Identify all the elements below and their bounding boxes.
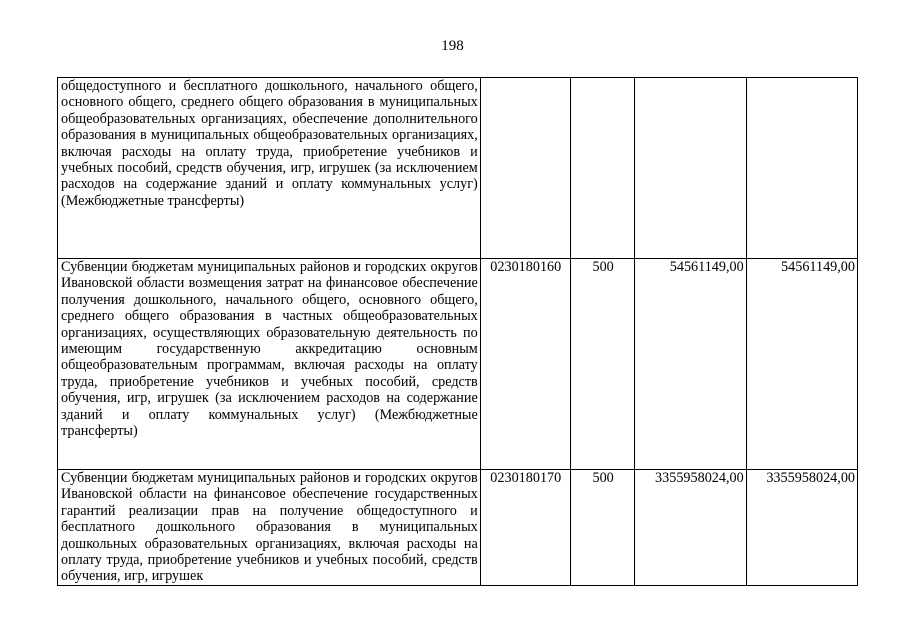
amount-year-1: 54561149,00 [635,259,746,470]
expense-type-code: 500 [570,470,635,586]
target-article-code: 0230180170 [480,470,570,586]
page-number: 198 [441,38,464,54]
table-row [58,470,858,586]
amount-year-1 [635,78,746,259]
target-article-code: 0230180160 [480,259,570,470]
amount-year-2 [746,78,857,259]
target-article-code [480,78,570,259]
row-description: Субвенции бюджетам муниципальных районов и городских округов Ивановской области на финансовое обеспечение государственных гарантий реализации прав на получение общедоступного и бесплатного дошкольного образования в муниципальных дошкольных образовательных организациях, включая расходы на оплату труда, приобретение учебников и учебных пособий, средств обучения, игр, игрушек [58,470,481,586]
amount-year-1: 3355958024,00 [635,470,746,586]
row-description: Субвенции бюджетам муниципальных районов и городских округов Ивановской области возмещения затрат на финансовое обеспечение получения дошкольного, начального общего, основного общего, среднего общего образования в частных общеобразовательных организациях, осуществляющих образовательную деятельность по имеющим государственную аккредитацию основным общеобразовательным программам, включая расходы на оплату труда, приобретение учебников и учебных пособий, средств обучения, игр, игрушек (за исключением расходов на содержание зданий и оплату коммунальных услуг) (Межбюджетные трансферты) [58,259,481,470]
amount-year-2: 54561149,00 [746,259,857,470]
budget-table [57,77,858,586]
table-row [58,78,858,259]
expense-type-code [570,78,635,259]
amount-year-2: 3355958024,00 [746,470,857,586]
table-row [58,259,858,470]
row-description: общедоступного и бесплатного дошкольного, начального общего, основного общего, среднего общего образования в муниципальных общеобразовательных организациях, обеспечение дополнительного образования в муниципальных общеобразовательных организациях, включая расходы на оплату труда, приобретение учебников и учебных пособий, средств обучения, игр, игрушек (за исключением расходов на содержание зданий и оплату коммунальных услуг) (Межбюджетные трансферты) [58,78,481,259]
expense-type-code: 500 [570,259,635,470]
